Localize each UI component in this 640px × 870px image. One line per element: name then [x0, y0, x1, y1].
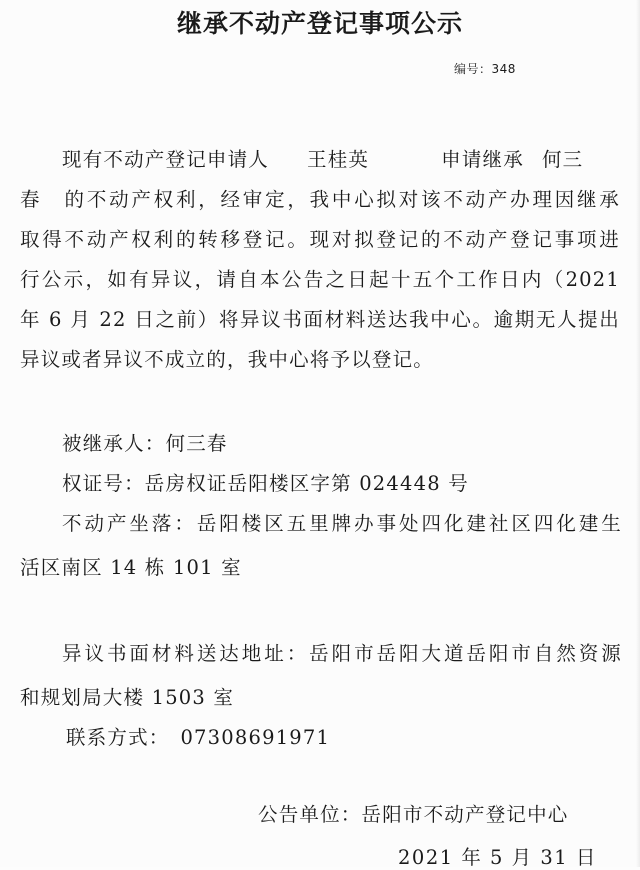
objection-address-line-2: 和规划局大楼 1503 室 — [20, 686, 235, 709]
certificate-line: 权证号：岳房权证岳阳楼区字第 024448 号 — [62, 472, 469, 495]
inherit-request: 申请继承 — [441, 148, 524, 171]
paragraph-line-1 — [62, 144, 583, 172]
location-line-2: 活区南区 14 栋 101 室 — [20, 556, 242, 579]
date-line: 2021 年 5 月 31 日 — [398, 846, 597, 869]
applicant-name: 王桂英 — [307, 148, 370, 171]
decedent-name-part: 何三 — [541, 148, 584, 171]
location-line-1: 不动产坐落：岳阳楼区五里牌办事处四化建社区四化建生 — [62, 512, 622, 535]
document-title: 继承不动产登记事项公示 — [176, 9, 463, 38]
paragraph-line-3: 取得不动产权利的转移登记。现对拟登记的不动产登记事项进 — [20, 228, 620, 251]
paragraph-line-5: 年 6 月 22 日之前）将异议书面材料送达我中心。逾期无人提出 — [20, 308, 620, 331]
objection-address-line-1: 异议书面材料送达地址：岳阳市岳阳大道岳阳市自然资源 — [62, 642, 622, 665]
paragraph-line-6: 异议或者异议不成立的，我中心将予以登记。 — [20, 348, 435, 371]
scan-edge-shadow — [636, 0, 640, 867]
serial-number: 编号：348 — [454, 62, 516, 76]
paragraph-line-2: 春 的不动产权利，经审定，我中心拟对该不动产办理因继承 — [20, 188, 620, 211]
contact-line: 联系方式： 07308691971 — [66, 726, 331, 749]
issuer-line: 公告单位：岳阳市不动产登记中心 — [258, 803, 569, 826]
applicant-intro: 现有不动产登记申请人 — [62, 148, 270, 171]
heir-line: 被继承人：何三春 — [62, 432, 228, 455]
paragraph-line-4: 行公示，如有异议，请自本公告之日起十五个工作日内（2021 — [20, 268, 620, 291]
